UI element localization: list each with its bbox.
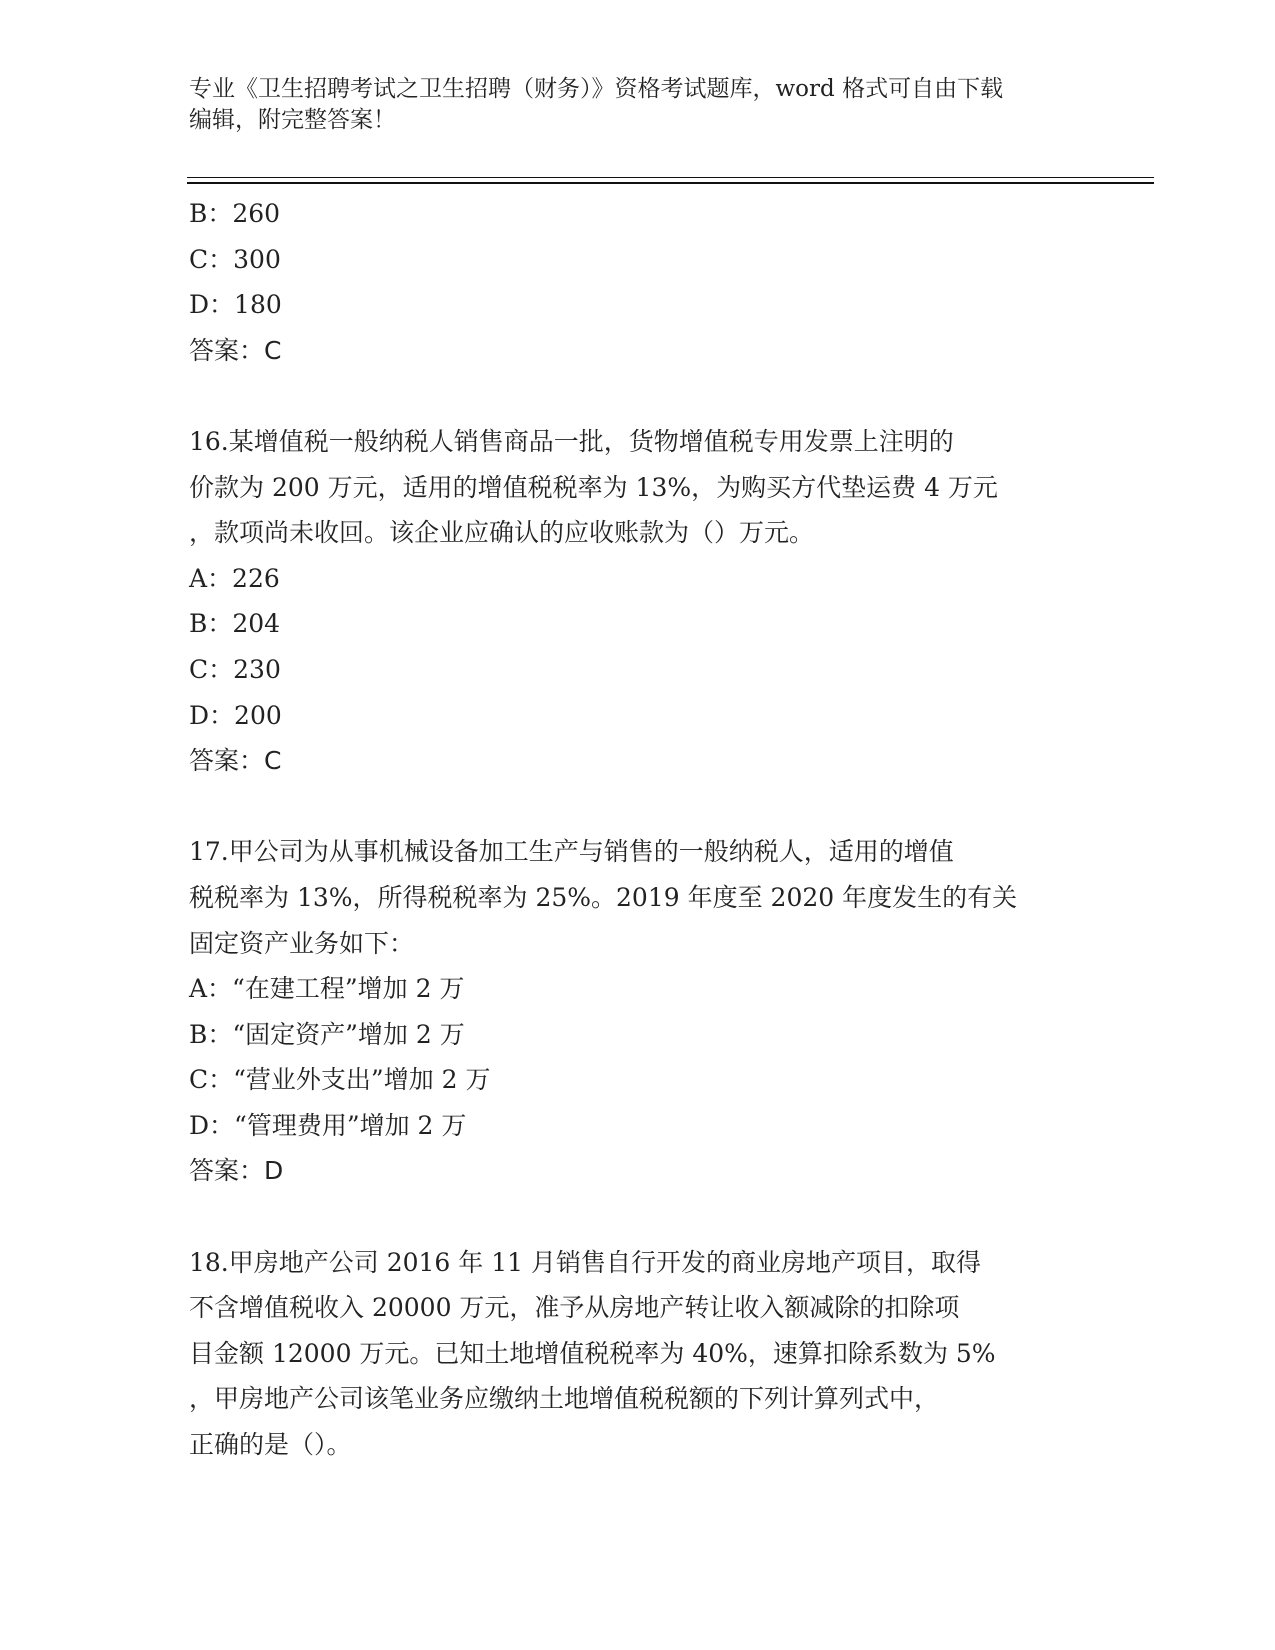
document-header — [189, 74, 1089, 136]
option-b: B：“固定资产”增加 2 万 — [189, 1019, 465, 1049]
option-b: B：204 — [189, 609, 281, 639]
question-text-line: 固定资产业务如下： — [189, 928, 415, 958]
question-17 — [189, 829, 1089, 1194]
option-c: C：230 — [189, 654, 281, 684]
question-text-line: 正确的是（）。 — [189, 1430, 352, 1460]
option-d: D：“管理费用”增加 2 万 — [189, 1110, 467, 1140]
question-text-line: 价款为 200 万元，适用的增值税税率为 13%，为购买方代垫运费 4 万元 — [189, 472, 998, 502]
question-text-line: 16.某增值税一般纳税人销售商品一批，货物增值税专用发票上注明的 — [189, 426, 954, 456]
spacer — [189, 1194, 1089, 1240]
question-16 — [189, 419, 1089, 784]
option-a: A：226 — [189, 563, 280, 593]
header-line-2: 编辑，附完整答案！ — [189, 107, 396, 133]
question-text-line: ，款项尚未收回。该企业应确认的应收账款为（）万元。 — [189, 518, 815, 548]
option-c: C：“营业外支出”增加 2 万 — [189, 1065, 491, 1095]
option-c: C：300 — [189, 244, 281, 274]
header-divider-thin — [187, 177, 1154, 178]
option-a: A：“在建工程”增加 2 万 — [189, 974, 465, 1004]
question-15-continued — [189, 191, 1089, 373]
answer-line: 答案：D — [189, 1156, 284, 1186]
question-text-line: 不含增值税收入 20000 万元，准予从房地产转让收入额减除的扣除项 — [189, 1293, 960, 1323]
spacer — [189, 373, 1089, 419]
option-d: D：180 — [189, 290, 282, 320]
header-line-1: 专业《卫生招聘考试之卫生招聘（财务）》资格考试题库，word 格式可自由下载 — [189, 76, 1004, 102]
question-text-line: 目金额 12000 万元。已知土地增值税税率为 40%，速算扣除系数为 5% — [189, 1338, 996, 1368]
question-text-line: ，甲房地产公司该笔业务应缴纳土地增值税税额的下列计算列式中， — [189, 1384, 940, 1414]
option-d: D：200 — [189, 700, 282, 730]
option-b: B：260 — [189, 199, 281, 228]
header-divider-thick — [187, 182, 1154, 184]
question-18 — [189, 1240, 1089, 1468]
document-body — [189, 191, 1089, 1468]
spacer — [189, 784, 1089, 830]
question-text-line: 17.甲公司为从事机械设备加工生产与销售的一般纳税人，适用的增值 — [189, 837, 954, 867]
answer-line: 答案：C — [189, 335, 282, 365]
question-text-line: 税税率为 13%，所得税税率为 25%。2019 年度至 2020 年度发生的有关 — [189, 882, 1018, 912]
answer-line: 答案：C — [189, 746, 282, 776]
question-text-line: 18.甲房地产公司 2016 年 11 月销售自行开发的商业房地产项目，取得 — [189, 1247, 981, 1277]
